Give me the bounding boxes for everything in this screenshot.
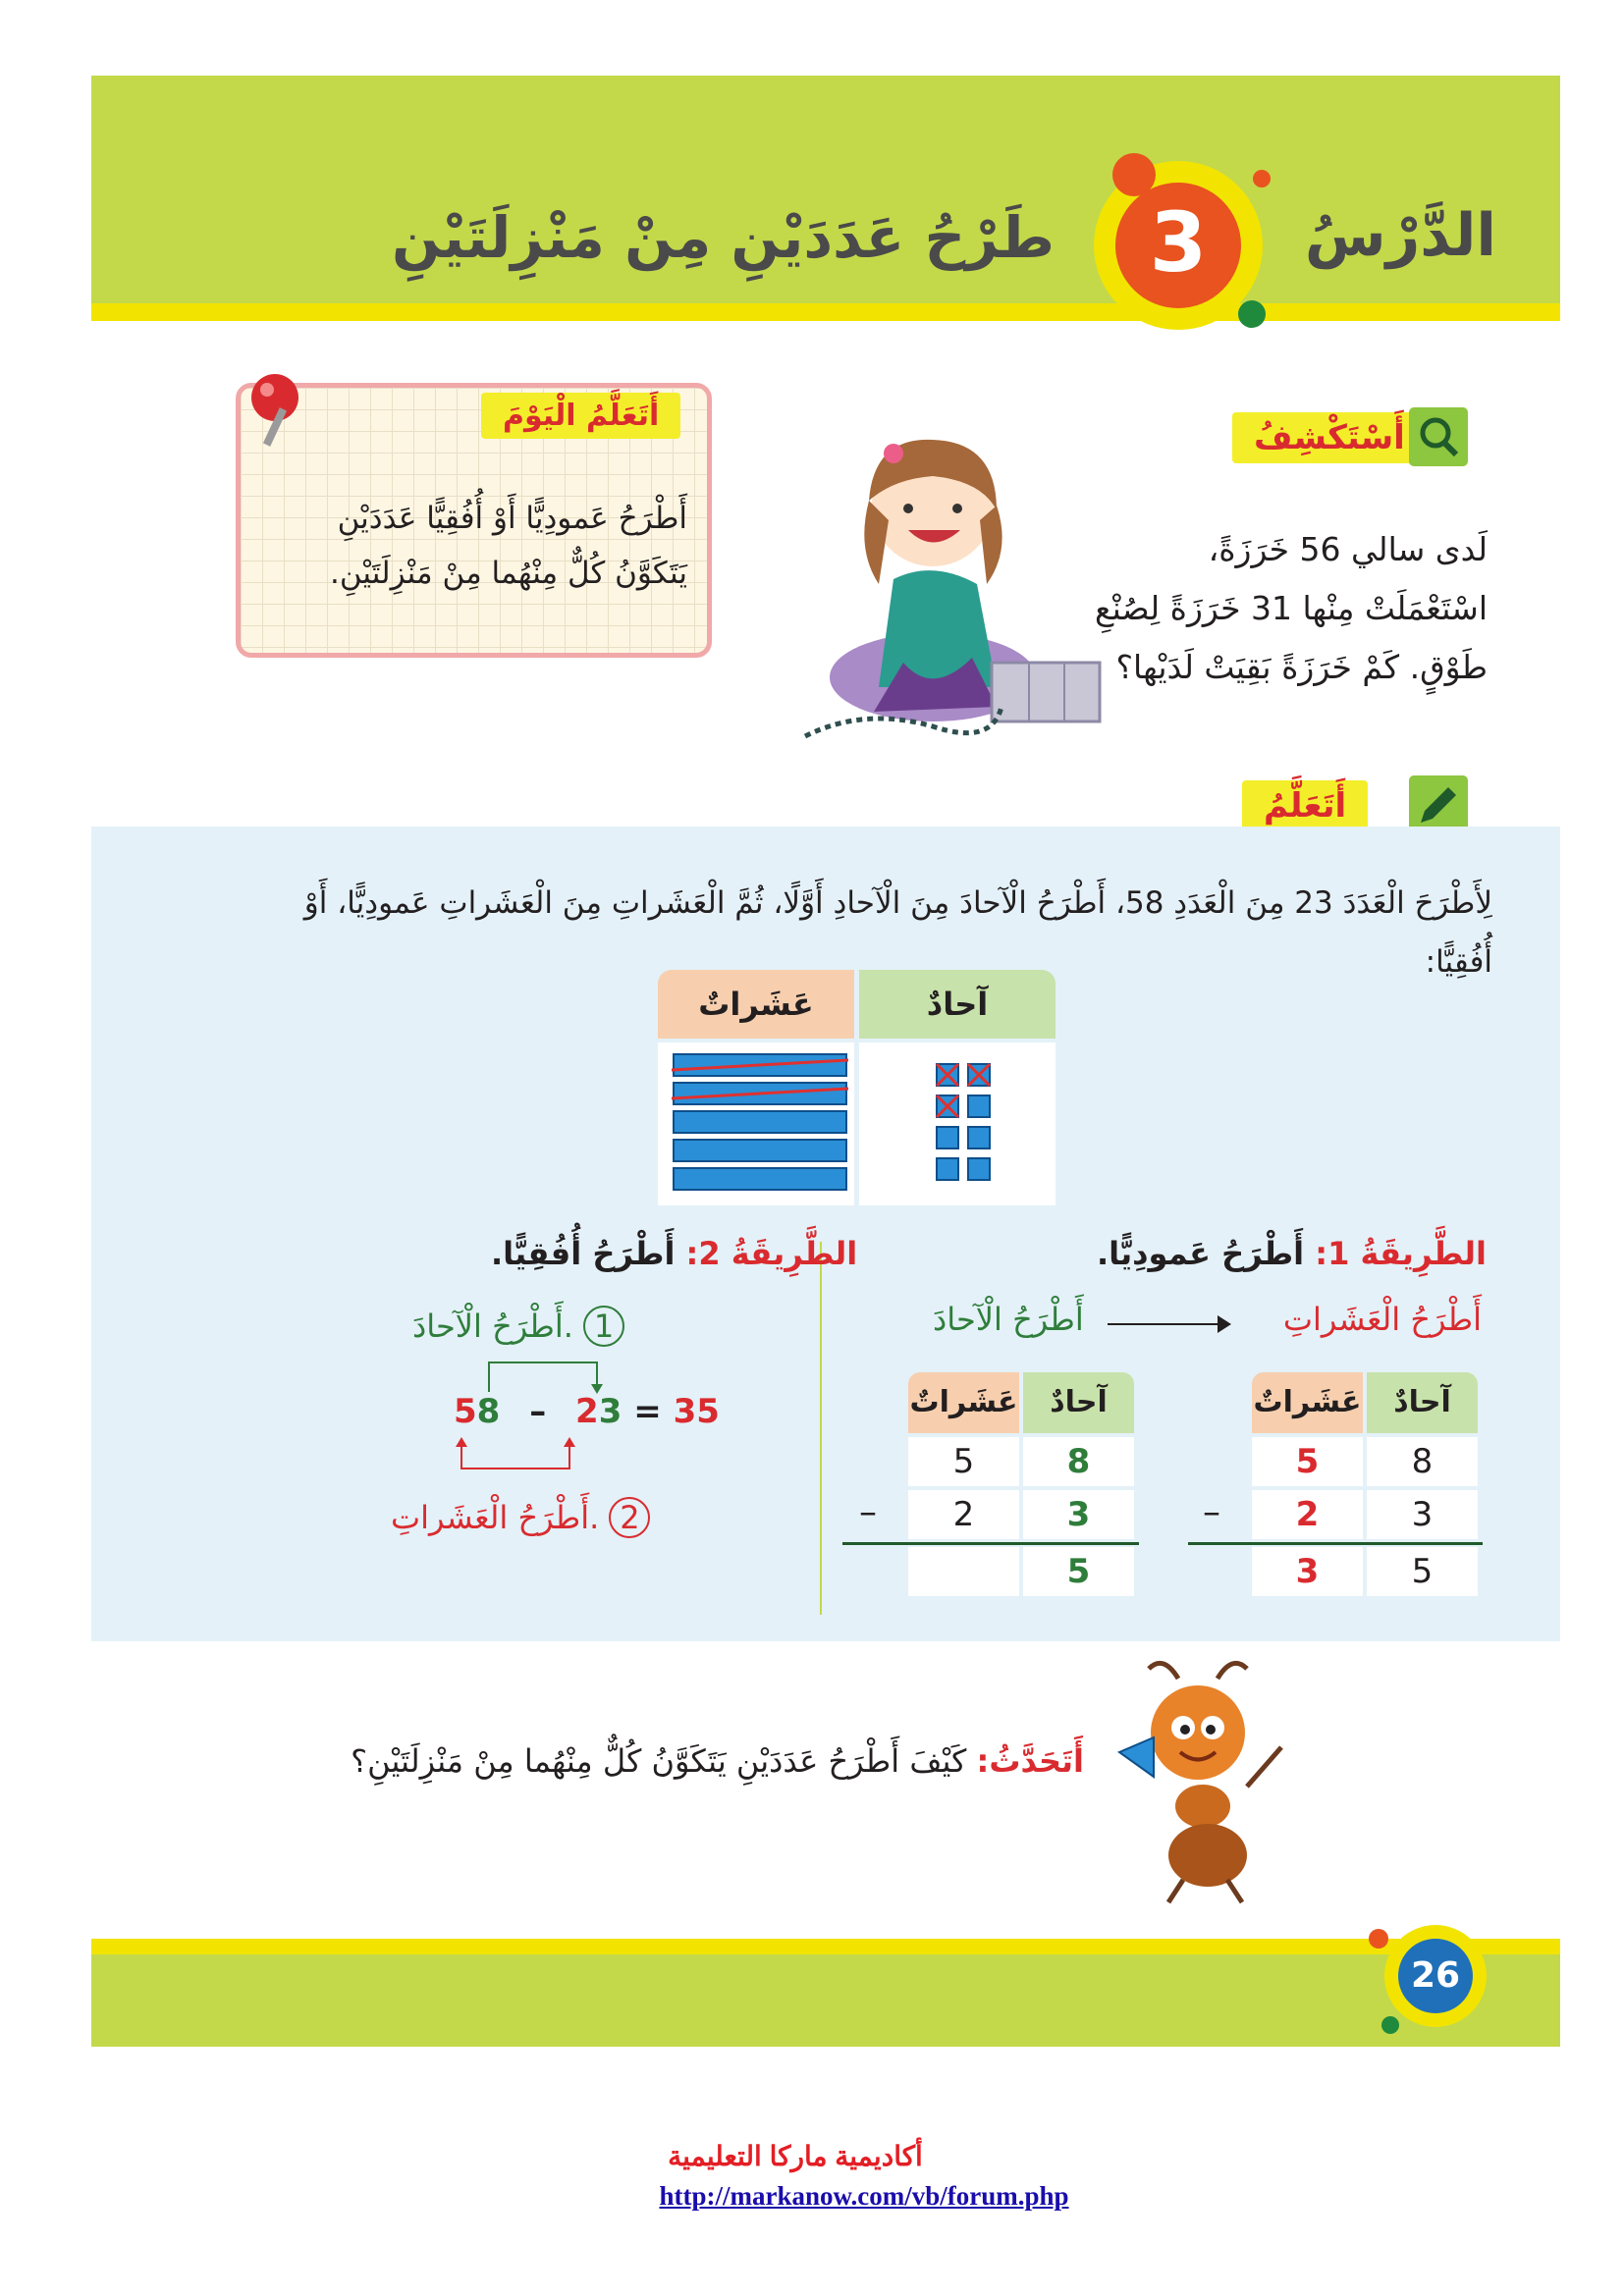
table-a-tens-header: عَشَراتٌ [1252,1372,1363,1433]
method1-arrow-head [1218,1315,1231,1333]
method2-step1-text: أَطْرَحُ الْآحادَ. [412,1308,573,1345]
method2-text: أَطْرَحُ أُفُقِيًّا. [491,1235,676,1272]
method1-text: أَطْرَحُ عَمودِيًّا. [1096,1235,1305,1272]
table-a-ones-header: آحادٌ [1367,1372,1478,1433]
table-b-r1-tens: 5 [908,1437,1019,1486]
method2-step1 [412,1306,624,1347]
table-a-r2-ones: 3 [1367,1490,1478,1539]
eq-minus: – [529,1392,547,1431]
table-b-tens-header: عَشَراتٌ [908,1372,1019,1433]
talk-text: كَيْفَ أَطْرَحُ عَدَدَيْنِ يَتَكَوَّنُ كُلٌّ مِنْهُما مِنْ مَنْزِلَتَيْنِ؟ [351,1742,967,1780]
table-a-result-line [1188,1542,1483,1545]
table-b-r1-ones: 8 [1023,1437,1134,1486]
page-number: 26 [1410,1955,1461,1996]
table-b-r3-tens [908,1547,1019,1596]
methods-divider [820,1242,822,1615]
academy-name: أكاديمية ماركا التعليمية [668,2141,923,2171]
eq-a-ones: 8 [476,1392,501,1431]
eq-b-ones: 3 [598,1392,623,1431]
ones-bracket-arrow [481,1355,609,1394]
blocks-table-ones-header: آحادٌ [859,970,1056,1039]
table-a-r3-tens: 3 [1252,1547,1363,1596]
table-b-r2-tens: 2 [908,1490,1019,1539]
table-b-r3-ones: 5 [1023,1547,1134,1596]
eq-equals: = [633,1392,662,1431]
method1-step-tens: أَطْرَحُ الْعَشَراتِ [1282,1301,1482,1338]
girl-beading-illustration [785,412,1110,785]
eq-b-tens: 2 [575,1392,599,1431]
lesson-number: 3 [1149,194,1208,291]
lesson-title: طَرْحُ عَدَدَيْنِ مِنْ مَنْزِلَتَيْنِ [391,204,1055,271]
table-b-ones-header: آحادٌ [1023,1372,1134,1433]
method2-step2-text: أَطْرَحُ الْعَشَراتِ. [391,1499,600,1536]
blocks-table-tens-header: عَشَراتٌ [658,970,854,1039]
eq-result: 35 [673,1392,720,1431]
lesson-header-banner [91,76,1560,321]
method1-step-ones: أَطْرَحُ الْآحادَ [933,1301,1084,1338]
table-a-minus: – [1203,1492,1220,1532]
learn-today-text: أَطْرَحُ عَمودِيًّا أَوْ أُفُقِيًّا عَدَدَيْنِ يَتَكَوَّنُ كُلٌّ مِنْهُما مِنْ مَنْزِلَتَيْنِ. [329,501,687,591]
forum-link[interactable]: http://markanow.com/vb/forum.php [659,2181,1069,2211]
method1-arrow [1108,1323,1225,1325]
method1-heading [1097,1235,1487,1272]
footer-band [91,1939,1560,2047]
method1-label: الطَّرِيقَةُ 1: [1315,1235,1487,1272]
ant-megaphone-illustration [1110,1659,1296,1904]
talk-prompt [351,1742,1084,1780]
table-a-r1-tens: 5 [1252,1437,1363,1486]
magnifier-icon [1409,407,1468,466]
tens-bracket-arrow [454,1435,581,1474]
learn-today-title: أَتَعَلَّمُ الْيَوْمَ [481,393,680,439]
explore-title: أَسْتَكْشِفُ [1232,412,1427,463]
method2-equation [454,1392,720,1431]
table-b-r2-ones: 3 [1023,1490,1134,1539]
explore-text: لَدى سالي 56 خَرَزَةً، اسْتَعْمَلَتْ مِنْها 31 خَرَزَةً لِصُنْعِ طَوْقٍ. كَمْ خَرَزَةً بَقِيَتْ لَدَيْها؟ [1095,530,1488,686]
method2-step1-number: 1 [583,1306,624,1347]
table-b-minus: – [859,1492,877,1532]
learn-title: أَتَعَلَّمُ [1242,780,1368,831]
method2-step2 [391,1497,650,1538]
learn-intro: لِأَطْرَحَ الْعَدَدَ 23 مِنَ الْعَدَدِ 58، أَطْرَحُ الْآحادَ مِنَ الْآحادِ أَوَّلًا، ثُمَّ الْعَشَراتِ مِنَ الْعَشَراتِ عَمودِيًّا، أَوْ أُفُقِيًّا: [303,885,1492,980]
eq-a-tens: 5 [454,1392,477,1431]
method2-label: الطَّرِيقَةُ 2: [685,1235,858,1272]
lesson-word: الدَّرْسُ [1304,201,1496,270]
talk-label: أَتَحَدَّثُ: [976,1742,1084,1780]
table-a-r2-tens: 2 [1252,1490,1363,1539]
method2-step2-number: 2 [609,1497,650,1538]
ones-cubes-illustration [933,1060,996,1188]
table-a-r3-ones: 5 [1367,1547,1478,1596]
pushpin-icon [238,368,306,452]
method2-heading [491,1235,857,1272]
table-b-result-line [842,1542,1139,1545]
table-a-r1-ones: 8 [1367,1437,1478,1486]
pencil-icon [1409,775,1468,834]
tens-rods-illustration [672,1052,848,1198]
